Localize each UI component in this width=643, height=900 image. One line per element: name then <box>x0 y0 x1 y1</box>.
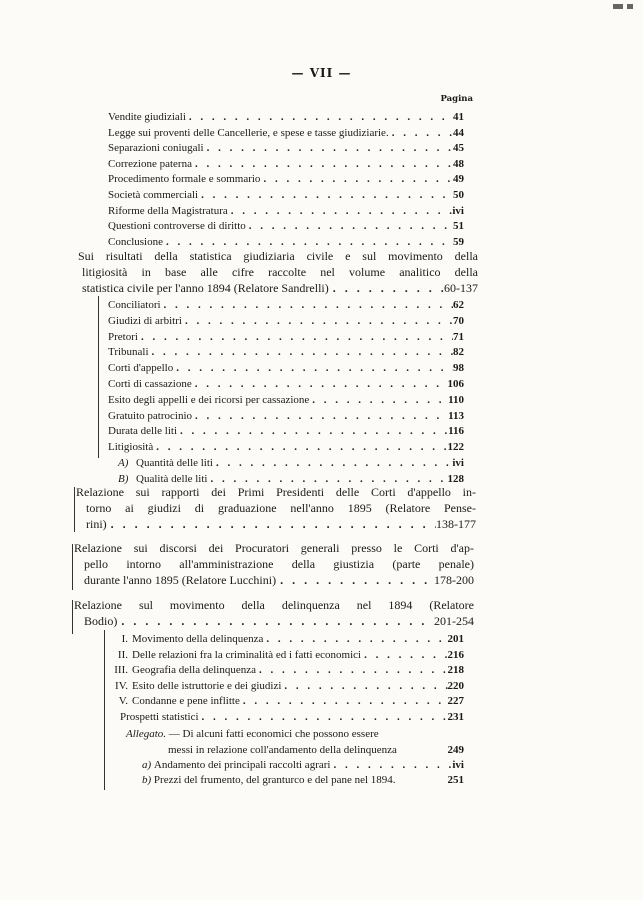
allegato-a-page: ivi <box>452 759 464 771</box>
section5-line2: Bodio) <box>84 614 118 628</box>
civil-item-entry[interactable] <box>108 330 464 345</box>
delinquenza-chapter-title: Delle relazioni fra la criminalità ed i fatti economici <box>132 648 362 661</box>
toc-item-entry[interactable] <box>108 188 464 203</box>
delinquenza-chapter-page: 218 <box>447 664 464 677</box>
allegato-label: Allegato. <box>126 728 167 740</box>
toc-item-entry[interactable] <box>108 141 464 156</box>
delinquenza-chapter-entry[interactable] <box>108 663 464 678</box>
civil-item-leader-dots <box>153 440 447 455</box>
civil-item-entry[interactable] <box>108 361 464 376</box>
civil-item-entry[interactable] <box>108 377 464 392</box>
section3-pages: 138-177 <box>436 517 476 531</box>
delinquenza-chapter-leader-dots <box>240 694 448 709</box>
delinquenza-chapter-marker: V. <box>118 695 128 708</box>
toc-item-page: 51 <box>453 220 464 233</box>
section4-pages: 178-200 <box>434 573 474 587</box>
litigiosita-subitem-marker: A) <box>118 457 129 469</box>
section3-line3: rini) <box>86 517 107 531</box>
section2-pages: 60-137 <box>444 281 478 295</box>
section4-line1: Relazione sui discorsi dei Procuratori generali presso le Corti d'ap- <box>74 541 474 555</box>
section3-line2: torno ai giudizi di graduazione nell'anno 1895 (Relatore Pense- <box>86 501 476 515</box>
toc-item-leader-dots <box>186 110 453 125</box>
delinquenza-chapter-marker: II. <box>117 648 128 661</box>
civil-item-page: 116 <box>448 425 464 438</box>
section5-line1: Relazione sul movimento della delinquenza nel 1894 (Relatore <box>74 598 474 612</box>
civil-item-leader-dots <box>309 393 448 408</box>
allegato-b-page: 251 <box>447 774 464 786</box>
toc-item-leader-dots <box>389 126 453 141</box>
section5-items-rule <box>104 630 105 790</box>
litigiosita-subitem-title: Quantità delle liti <box>136 457 213 469</box>
allegato-line1[interactable] <box>126 727 464 742</box>
toc-item-page: 45 <box>453 142 464 155</box>
section5-pages: 201-254 <box>434 614 474 628</box>
toc-item-title: Legge sui proventi delle Cancellerie, e spese e tasse giudiziarie. <box>108 126 389 139</box>
toc-item-entry[interactable] <box>108 219 464 234</box>
delinquenza-chapter-page: 201 <box>447 633 464 645</box>
delinquenza-chapter-leader-dots <box>361 648 447 663</box>
section3-rule <box>74 487 75 532</box>
section5-heading[interactable] <box>74 597 474 629</box>
prospetti-page: 231 <box>447 711 464 723</box>
litigiosita-subitem-page: ivi <box>452 457 464 469</box>
civil-item-page: 62 <box>453 299 464 311</box>
civil-item-page: 122 <box>447 441 464 454</box>
section5-rule <box>72 600 73 634</box>
allegato-page: 249 <box>447 744 464 756</box>
section4-rule <box>72 544 73 590</box>
toc-item-title: Riforme della Magistratura <box>108 204 228 217</box>
litigiosita-subitem-title: Qualità delle liti <box>136 472 208 485</box>
civil-item-title: Durata delle liti <box>108 425 178 438</box>
allegato-subitem-a[interactable] <box>142 758 464 773</box>
civil-item-page: 106 <box>447 378 464 390</box>
civil-item-leader-dots <box>182 314 453 329</box>
delinquenza-chapter-page: 227 <box>447 695 464 708</box>
delinquenza-chapter-title: Condanne e pene inflitte <box>132 695 240 708</box>
toc-item-page: ivi <box>452 204 464 217</box>
allegato-subitem-b[interactable] <box>142 773 464 788</box>
section2-line2: litigiosità in base alle cifre raccolte nel volume analitico della <box>82 265 478 279</box>
toc-item-title: Conclusione <box>108 235 163 248</box>
civil-item-page: 70 <box>453 314 464 327</box>
toc-item-entry[interactable] <box>108 110 464 125</box>
civil-item-title: Pretori <box>108 330 138 343</box>
toc-item-title: Società commerciali <box>108 189 199 201</box>
allegato-text1: — Di alcuni fatti economici che possono essere <box>168 728 379 740</box>
toc-item-entry[interactable] <box>108 204 464 219</box>
toc-item-title: Vendite giudiziali <box>108 111 186 123</box>
page-number: — VII — <box>291 66 352 80</box>
civil-item-leader-dots <box>161 298 453 313</box>
civil-item-entry[interactable] <box>108 298 464 313</box>
delinquenza-chapter-page: 216 <box>447 648 464 661</box>
delinquenza-chapter-entry[interactable] <box>108 648 464 663</box>
toc-item-leader-dots <box>260 172 453 187</box>
section4-heading[interactable] <box>74 540 474 588</box>
section2-rule <box>98 296 99 458</box>
toc-item-leader-dots <box>198 188 453 203</box>
section2-heading[interactable] <box>78 248 478 296</box>
prospetti-title: Prospetti statistici <box>120 711 199 723</box>
civil-item-title: Tribunali <box>108 346 149 359</box>
delinquenza-chapter-title: Movimento della delinquenza <box>132 633 264 645</box>
toc-item-entry[interactable] <box>108 172 464 187</box>
toc-item-page: 59 <box>453 235 464 248</box>
litigiosita-subitem-leader-dots <box>213 456 452 471</box>
delinquenza-chapter-entry[interactable] <box>108 679 464 694</box>
civil-item-leader-dots <box>149 345 453 360</box>
toc-item-leader-dots <box>228 204 453 219</box>
section2-line3: statistica civile per l'anno 1894 (Relatore Sandrelli) <box>82 281 329 295</box>
allegato-a-title: Andamento dei principali raccolti agrari <box>153 759 331 771</box>
civil-item-page: 82 <box>453 346 464 359</box>
delinquenza-chapter-entry[interactable] <box>108 632 464 647</box>
delinquenza-chapter-leader-dots <box>263 632 447 647</box>
litigiosita-subitem-marker: B) <box>118 472 129 485</box>
civil-item-entry[interactable] <box>108 345 464 360</box>
civil-item-page: 113 <box>448 409 464 422</box>
delinquenza-chapter-entry[interactable] <box>108 694 464 709</box>
civil-item-title: Gratuito patrocinio <box>108 409 193 422</box>
civil-item-title: Giudizi di arbitri <box>108 314 182 327</box>
civil-item-leader-dots <box>138 330 453 345</box>
civil-item-leader-dots <box>192 377 448 392</box>
prospetti-statistici[interactable] <box>120 710 464 725</box>
toc-item-title: Separazioni coniugali <box>108 142 204 155</box>
section2-line1: Sui risultati della statistica giudiziaria civile e sul movimento della <box>78 249 478 263</box>
civil-item-entry[interactable] <box>108 409 464 424</box>
toc-item-title: Questioni controverse di diritto <box>108 220 246 233</box>
civil-item-page: 71 <box>453 330 464 343</box>
toc-item-page: 50 <box>453 189 464 201</box>
section4-line2: pello intorno all'amministrazione della giustizia (parte penale) <box>84 557 474 571</box>
civil-item-page: 110 <box>448 393 464 406</box>
delinquenza-chapter-leader-dots <box>281 679 447 694</box>
civil-item-title: Litigiosità <box>108 441 154 454</box>
section3-heading[interactable] <box>76 484 476 532</box>
allegato-b-title: Prezzi del frumento, del granturco e del pane nel 1894. <box>153 774 396 786</box>
civil-item-entry[interactable] <box>108 440 464 455</box>
civil-item-leader-dots <box>177 424 448 439</box>
delinquenza-chapter-marker: III. <box>114 664 128 677</box>
litigiosita-subitem-page: 128 <box>447 472 464 485</box>
toc-item-page: 48 <box>453 157 464 170</box>
section3-line1: Relazione sui rapporti dei Primi Presidenti delle Corti d'appello in- <box>76 485 476 499</box>
delinquenza-chapter-page: 220 <box>447 679 464 692</box>
litigiosita-subitem-entry[interactable] <box>118 456 464 471</box>
toc-item-page: 49 <box>453 173 464 186</box>
civil-item-page: 98 <box>453 362 464 375</box>
civil-item-title: Esito degli appelli e dei ricorsi per cassazione <box>108 393 310 406</box>
toc-item-title: Correzione paterna <box>108 157 192 170</box>
civil-item-entry[interactable] <box>108 393 464 408</box>
scan-corner-mark <box>609 4 637 10</box>
toc-item-page: 44 <box>453 126 464 139</box>
allegato-text2: messi in relazione coll'andamento della delinquenza <box>168 744 397 756</box>
civil-item-leader-dots <box>192 409 448 424</box>
toc-item-leader-dots <box>246 219 453 234</box>
delinquenza-chapter-marker: I. <box>121 633 128 645</box>
toc-item-leader-dots <box>192 157 453 172</box>
civil-item-title: Corti d'appello <box>108 362 174 375</box>
toc-item-leader-dots <box>204 141 453 156</box>
civil-item-title: Conciliatori <box>108 299 161 311</box>
civil-item-leader-dots <box>173 361 453 376</box>
civil-item-entry[interactable] <box>108 314 464 329</box>
section4-line3: durante l'anno 1895 (Relatore Lucchini) <box>84 573 277 587</box>
allegato-b-marker: b) <box>142 774 152 786</box>
delinquenza-chapter-marker: IV. <box>115 679 128 692</box>
page-column-label: Pagina <box>440 94 473 104</box>
toc-item-title: Procedimento formale e sommario <box>108 173 261 186</box>
toc-item-page: 41 <box>453 111 464 123</box>
allegato-line2[interactable] <box>168 743 464 758</box>
civil-item-entry[interactable] <box>108 424 464 439</box>
delinquenza-chapter-title: Geografia della delinquenza <box>132 664 256 677</box>
delinquenza-chapter-title: Esito delle istruttorie e dei giudizi <box>132 679 282 692</box>
civil-item-title: Corti di cassazione <box>108 378 192 390</box>
delinquenza-chapter-leader-dots <box>256 663 448 678</box>
toc-item-entry[interactable] <box>108 157 464 172</box>
allegato-a-marker: a) <box>142 759 152 771</box>
toc-item-entry[interactable] <box>108 126 464 141</box>
